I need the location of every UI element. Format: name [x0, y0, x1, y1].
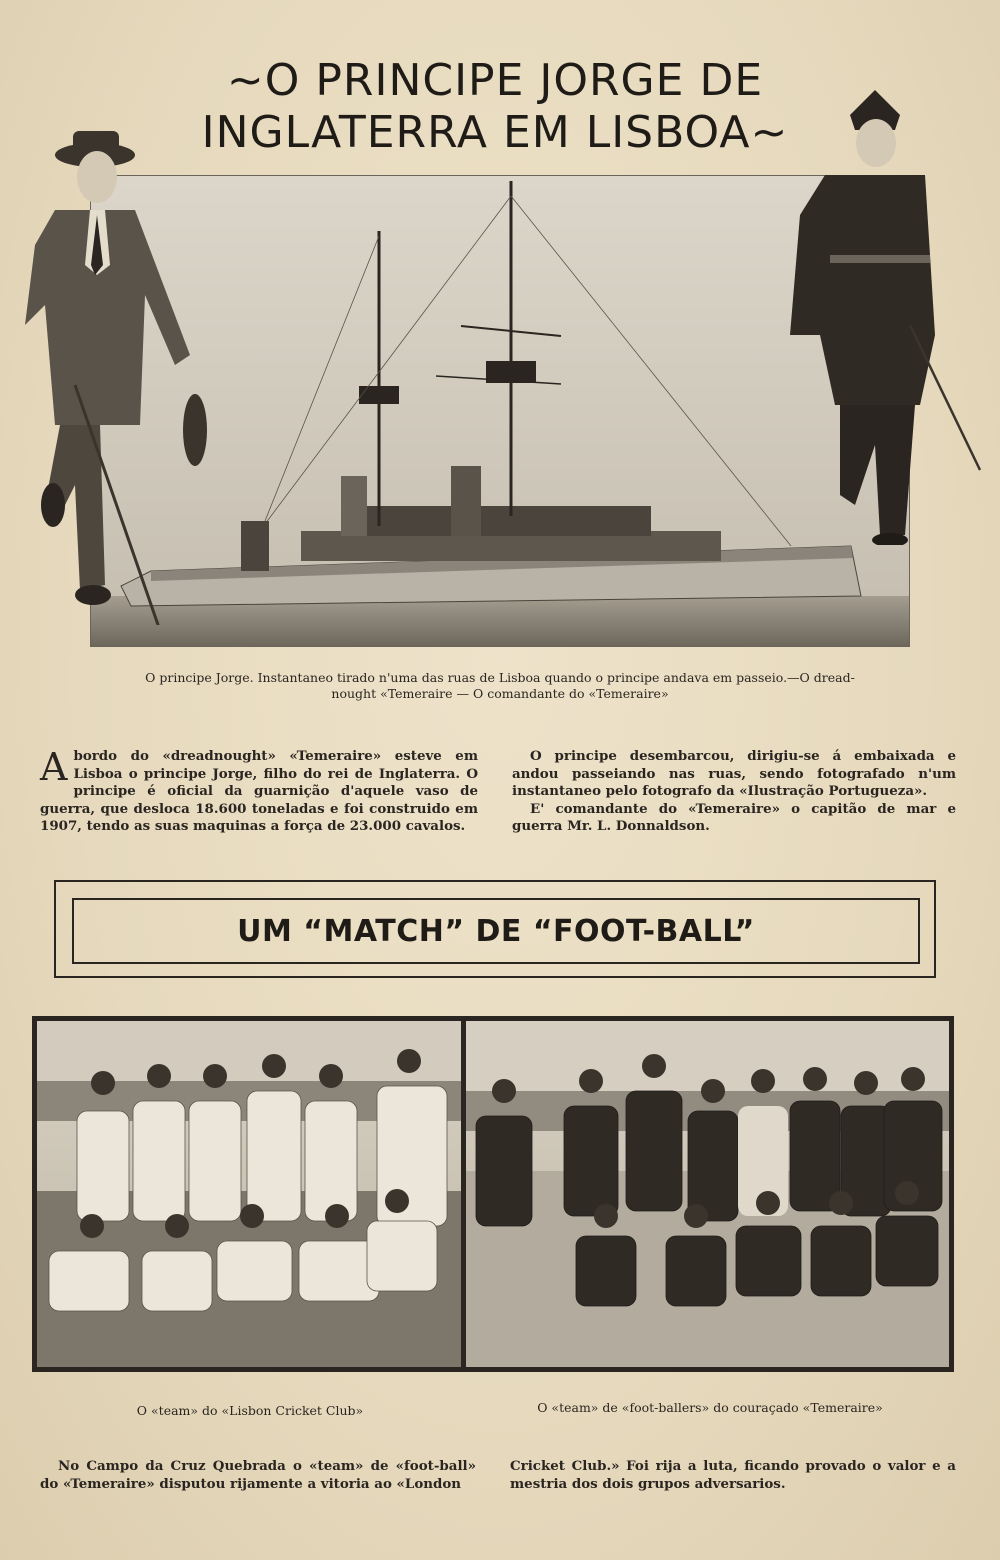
article-title: [95, 55, 895, 165]
temeraire-team-photo: [466, 1021, 949, 1367]
article-column-2: [512, 748, 956, 836]
football-heading: UM “MATCH” DE “FOOT-BALL”: [237, 913, 755, 949]
drop-cap: A: [40, 745, 68, 789]
article-title-line-2: INGLATERRA EM LISBOA~: [201, 107, 789, 158]
article-title-line-1: ~O PRINCIPE JORGE DE: [226, 55, 764, 106]
article-column-2-paragraph-2: E' comandante do «Temeraire» o capitão de mar e guerra Mr. L. Donnaldson.: [512, 800, 956, 834]
lisbon-cricket-club-team-photo: [37, 1021, 461, 1367]
photo-caption: [80, 670, 920, 702]
heading-frame-inner: [72, 898, 920, 964]
prince-jorge-figure: [15, 125, 215, 625]
photo-caption-line-2: nought «Temeraire — O comandante do «Temeraire»: [331, 686, 669, 701]
article-column-2-paragraph-1: O principe desembarcou, dirigiu-se á embaixada e andou passeiando nas ruas, sendo fotografado n'um instantaneo pelo fotografo da «Ilustração Portugueza».: [512, 748, 956, 799]
football-column-1: No Campo da Cruz Quebrada o «team» de «foot-ball» do «Temeraire» disputou rijamente a vitoria ao «London: [40, 1458, 476, 1492]
photo-caption-line-1: O principe Jorge. Instantaneo tirado n'uma das ruas de Lisboa quando o principe andava em passeio.—O dread-: [145, 670, 855, 685]
left-team-caption: O «team» do «Lisbon Cricket Club»: [136, 1403, 364, 1418]
article-column-1-text: bordo do «dreadnought» «Temeraire» esteve em Lisboa o principe Jorge, filho do rei de Inglaterra. O principe é oficial da guarnição d'aquele vaso de guerra, que desloca 18.600 toneladas e foi construido em 1907, tendo as suas maquinas a força de 23.000 cavalos.: [40, 748, 478, 834]
article-column-1: [40, 745, 478, 836]
football-column-2: Cricket Club.» Foi rija a luta, ficando provado o valor e a mestria dos dois grupos adversarios.: [510, 1458, 956, 1492]
right-team-caption: O «team» de «foot-ballers» do couraçado «Temeraire»: [537, 1400, 883, 1415]
